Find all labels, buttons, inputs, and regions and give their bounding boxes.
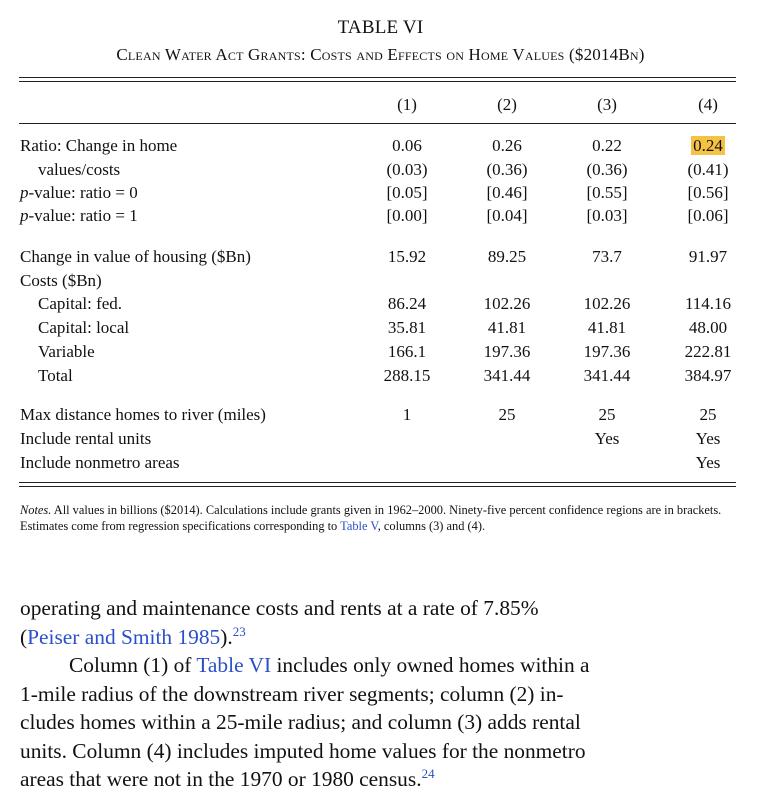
column-header-4: (4) <box>698 95 718 114</box>
total-value-1: 288.15 <box>383 366 431 385</box>
variable-value-4: 222.81 <box>684 342 732 361</box>
max-distance-value-2: 25 <box>498 405 516 424</box>
body-paragraph-2: Column (1) of Table VI includes only owned homes within a 1-mile radius of the downstream river segments; column (2) in- cludes homes within a 25-mile radius; and column (3) adds rental units. Column (4) includes imputed home values for the nonmetro areas that were not in the 1970 or 1980 census.$^{24}$ <box>20 653 590 791</box>
table-v-link[interactable]: Table V <box>340 519 378 533</box>
total-value-4: 384.97 <box>684 366 732 385</box>
row-label-rental: Include rental units <box>20 429 152 448</box>
capital-local-value-4: 48.00 <box>688 318 728 337</box>
bottom-rule-1 <box>19 482 736 483</box>
column-header-2: (2) <box>497 95 517 114</box>
capital-fed-value-3: 102.26 <box>583 294 631 313</box>
capital-local-value-2: 41.81 <box>487 318 527 337</box>
p0-value-4: [0.56] <box>687 183 729 202</box>
p0-value-1: [0.05] <box>386 183 428 202</box>
footnote-24-link[interactable]: 24 <box>421 766 435 781</box>
header-rule <box>19 123 736 124</box>
p1-value-1: [0.00] <box>386 206 428 225</box>
ratio-value-2: 0.26 <box>492 136 522 155</box>
variable-value-1: 166.1 <box>387 342 427 361</box>
ratio-value-4 <box>658 135 758 157</box>
change-value-3: 73.7 <box>592 247 622 266</box>
row-label-pvalue-0: p-value: ratio = 0 <box>20 183 138 202</box>
p0-value-2: [0.46] <box>486 183 528 202</box>
table-caption: Clean Water Act Grants: Costs and Effects on Home Values ($2014Bn) <box>116 45 645 64</box>
total-value-3: 341.44 <box>583 366 631 385</box>
p0-value-3: [0.55] <box>586 183 628 202</box>
table-number: TABLE VI <box>337 17 424 38</box>
ratio-value-3: 0.22 <box>592 136 622 155</box>
max-distance-value-1: 1 <box>402 405 412 424</box>
highlighted-value: 0.24 <box>693 136 723 155</box>
capital-fed-value-1: 86.24 <box>387 294 427 313</box>
row-label-ratio-cont: values/costs <box>38 160 121 179</box>
row-label-variable: Variable <box>38 342 95 361</box>
row-label-capital-fed: Capital: fed. <box>38 294 123 313</box>
capital-local-value-1: 35.81 <box>387 318 427 337</box>
column-header-3: (3) <box>597 95 617 114</box>
total-value-2: 341.44 <box>483 366 531 385</box>
top-rule-2 <box>19 81 736 82</box>
nonmetro-value-4: Yes <box>695 453 721 472</box>
row-label-max-distance: Max distance homes to river (miles) <box>20 405 266 424</box>
row-label-pvalue-1: p-value: ratio = 1 <box>20 206 138 225</box>
change-value-4: 91.97 <box>688 247 728 266</box>
table-vi-link[interactable]: Table VI <box>196 653 272 677</box>
variable-value-3: 197.36 <box>583 342 631 361</box>
row-label-total: Total <box>38 366 73 385</box>
ratio-se-2: (0.36) <box>486 160 528 179</box>
rental-value-4: Yes <box>695 429 721 448</box>
row-label-ratio: Ratio: Change in home <box>20 136 178 155</box>
ratio-se-4: (0.41) <box>687 160 729 179</box>
column-header-1: (1) <box>397 95 417 114</box>
ratio-se-1: (0.03) <box>386 160 428 179</box>
max-distance-value-3: 25 <box>598 405 616 424</box>
variable-value-2: 197.36 <box>483 342 531 361</box>
capital-fed-value-4: 114.16 <box>684 294 732 313</box>
change-value-1: 15.92 <box>387 247 427 266</box>
capital-fed-value-2: 102.26 <box>483 294 531 313</box>
row-label-change: Change in value of housing ($Bn) <box>20 247 251 266</box>
ratio-value-1: 0.06 <box>392 136 422 155</box>
row-label-costs: Costs ($Bn) <box>20 271 102 290</box>
p1-value-4: [0.06] <box>687 206 729 225</box>
row-label-nonmetro: Include nonmetro areas <box>20 453 180 472</box>
body-paragraph-1: operating and maintenance costs and rents at a rate of 7.85% (Peiser and Smith 1985).$^{23}$ <box>20 596 539 649</box>
top-rule-1 <box>19 77 736 78</box>
row-label-capital-local: Capital: local <box>38 318 130 337</box>
bottom-rule-2 <box>19 486 736 487</box>
p1-value-2: [0.04] <box>486 206 528 225</box>
table-notes: Notes. All values in billions ($2014). Calculations include grants given in 1962–2000. Ninety-five percent confidence regions are in brackets. Estimates come from regression specifications corresponding to Table V, columns (3) and (4). <box>20 503 722 533</box>
max-distance-value-4: 25 <box>699 405 717 424</box>
rental-value-3: Yes <box>594 429 620 448</box>
ratio-se-3: (0.36) <box>586 160 628 179</box>
footnote-23-link[interactable]: 23 <box>232 623 246 639</box>
p1-value-3: [0.03] <box>586 206 628 225</box>
peiser-smith-citation[interactable]: Peiser and Smith 1985 <box>27 624 221 649</box>
change-value-2: 89.25 <box>487 247 527 266</box>
capital-local-value-3: 41.81 <box>587 318 627 337</box>
